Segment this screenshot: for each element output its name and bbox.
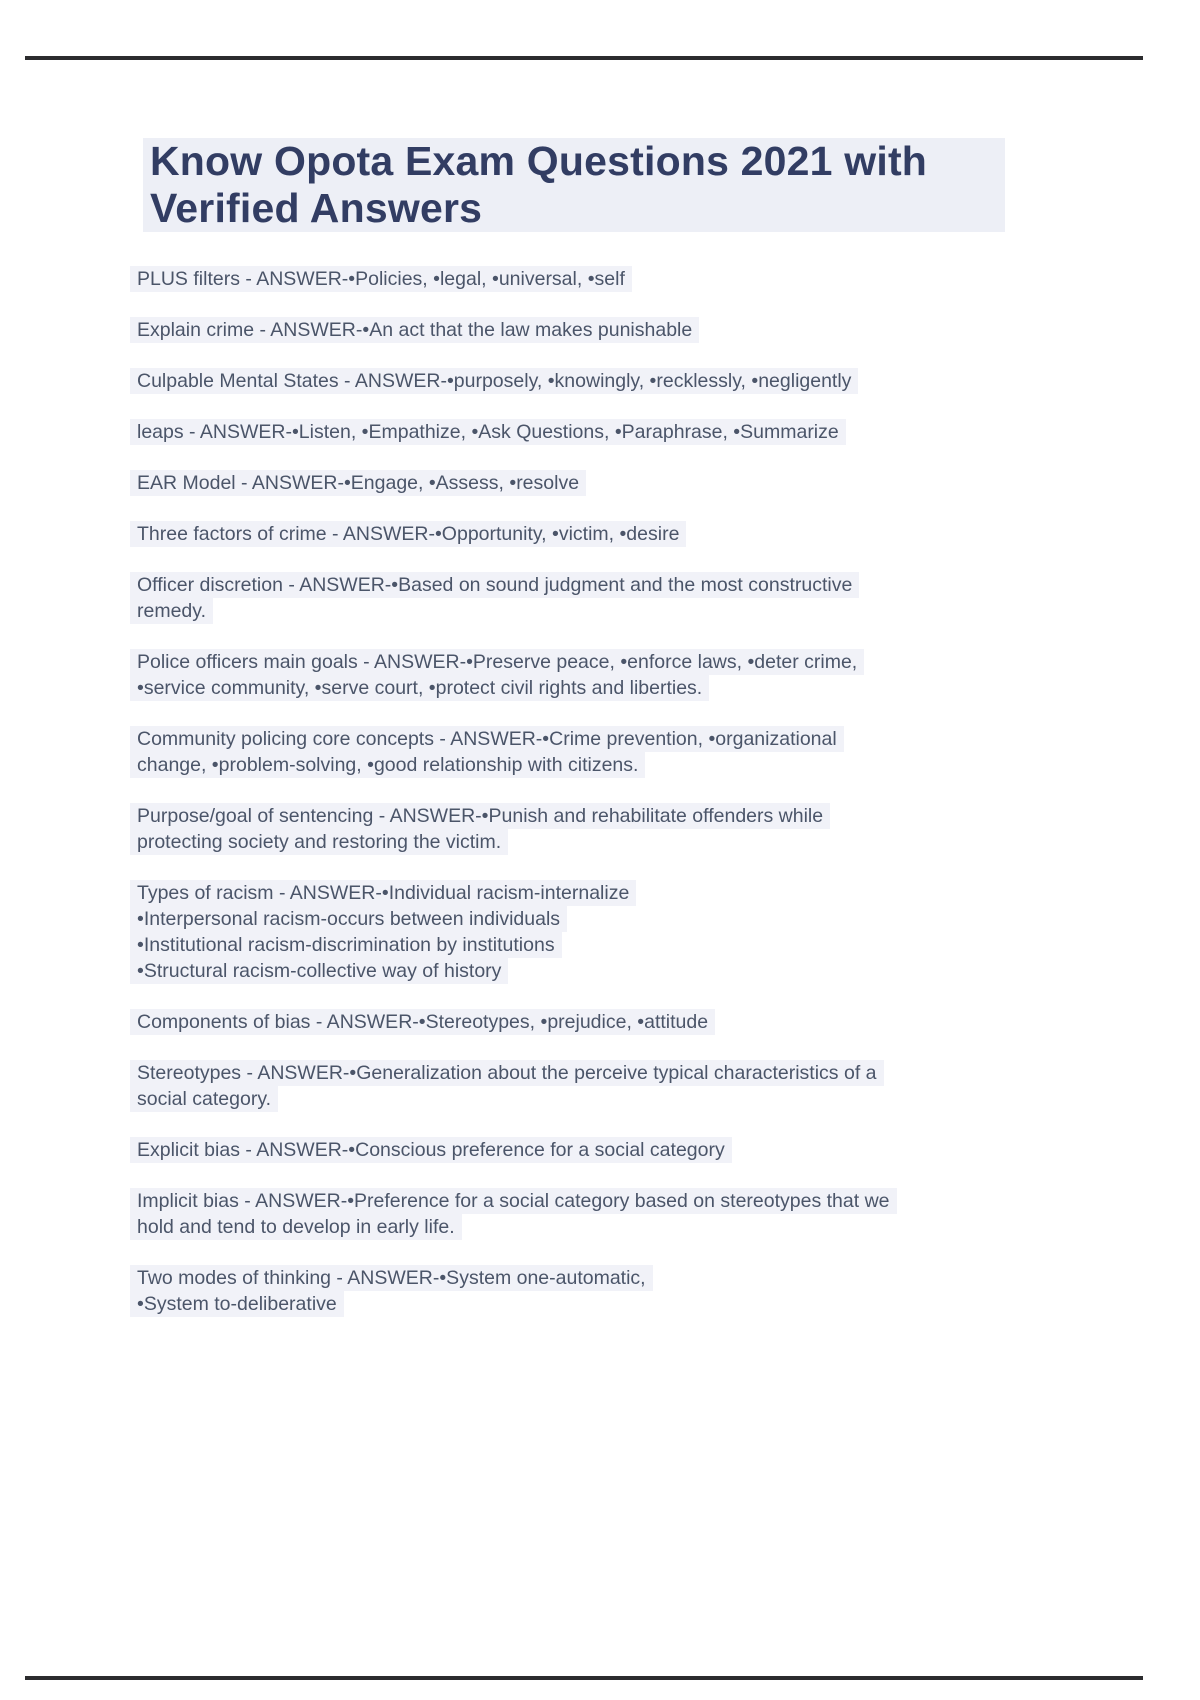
qa-item (130, 803, 1070, 855)
page-title (143, 138, 1005, 232)
page-title-line: Verified Answers (150, 185, 483, 231)
qa-line: Stereotypes - ANSWER-•Generalization about the perceive typical characteristics of a (130, 1060, 884, 1086)
qa-item (130, 726, 1070, 778)
qa-item (130, 572, 1070, 624)
page-content (130, 138, 1070, 1342)
qa-line: Culpable Mental States - ANSWER-•purposely, •knowingly, •recklessly, •negligently (130, 368, 858, 394)
qa-line: remedy. (130, 598, 213, 624)
qa-line: leaps - ANSWER-•Listen, •Empathize, •Ask Questions, •Paraphrase, •Summarize (130, 419, 846, 445)
qa-line: Implicit bias - ANSWER-•Preference for a social category based on stereotypes that we (130, 1188, 897, 1214)
qa-line: Purpose/goal of sentencing - ANSWER-•Punish and rehabilitate offenders while (130, 803, 830, 829)
bottom-divider (25, 1676, 1143, 1680)
qa-item (130, 1137, 1070, 1163)
qa-line: •Institutional racism-discrimination by institutions (130, 932, 562, 958)
qa-line: Two modes of thinking - ANSWER-•System one-automatic, (130, 1265, 653, 1291)
qa-item (130, 1009, 1070, 1035)
qa-list (130, 266, 1070, 1317)
qa-line: •Interpersonal racism-occurs between individuals (130, 906, 567, 932)
qa-line: Community policing core concepts - ANSWER-•Crime prevention, •organizational (130, 726, 844, 752)
qa-item (130, 1188, 1070, 1240)
qa-line: •Structural racism-collective way of history (130, 958, 508, 984)
qa-item (130, 317, 1070, 343)
qa-line: social category. (130, 1086, 278, 1112)
qa-line: Three factors of crime - ANSWER-•Opportunity, •victim, •desire (130, 521, 686, 547)
qa-line: change, •problem-solving, •good relationship with citizens. (130, 752, 645, 778)
qa-item (130, 1060, 1070, 1112)
qa-item (130, 1265, 1070, 1317)
qa-line: Types of racism - ANSWER-•Individual racism-internalize (130, 880, 636, 906)
qa-item (130, 521, 1070, 547)
qa-item (130, 880, 1070, 984)
qa-item (130, 266, 1070, 292)
qa-line: •System to-deliberative (130, 1291, 344, 1317)
qa-line: EAR Model - ANSWER-•Engage, •Assess, •resolve (130, 470, 586, 496)
qa-line: hold and tend to develop in early life. (130, 1214, 462, 1240)
qa-item (130, 470, 1070, 496)
qa-line: Explain crime - ANSWER-•An act that the law makes punishable (130, 317, 699, 343)
qa-item (130, 649, 1070, 701)
qa-line: Explicit bias - ANSWER-•Conscious preference for a social category (130, 1137, 732, 1163)
qa-line: Police officers main goals - ANSWER-•Preserve peace, •enforce laws, •deter crime, (130, 649, 864, 675)
top-divider (25, 56, 1143, 60)
qa-line: •service community, •serve court, •protect civil rights and liberties. (130, 675, 709, 701)
qa-line: protecting society and restoring the victim. (130, 829, 508, 855)
page-title-line: Know Opota Exam Questions 2021 with (150, 138, 928, 184)
qa-item (130, 419, 1070, 445)
qa-line: Components of bias - ANSWER-•Stereotypes, •prejudice, •attitude (130, 1009, 715, 1035)
qa-line: PLUS filters - ANSWER-•Policies, •legal, •universal, •self (130, 266, 632, 292)
qa-item (130, 368, 1070, 394)
qa-line: Officer discretion - ANSWER-•Based on sound judgment and the most constructive (130, 572, 859, 598)
